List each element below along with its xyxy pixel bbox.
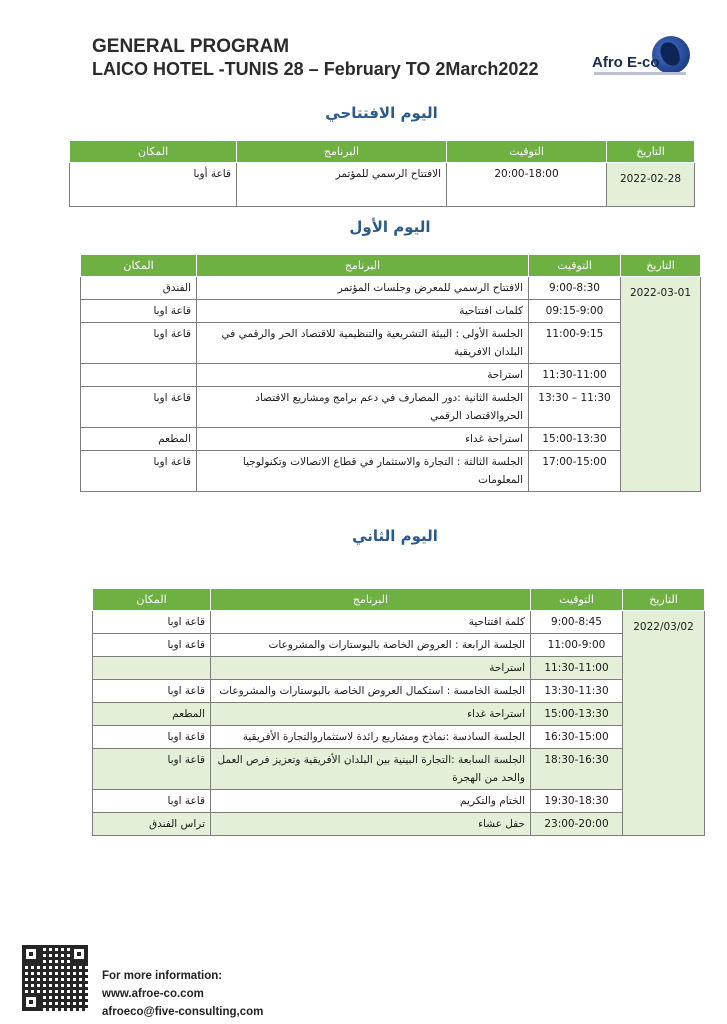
program-title: GENERAL PROGRAM — [92, 36, 290, 57]
session-program: كلمات افتتاحية — [197, 300, 529, 323]
col-place: المكان — [93, 589, 211, 611]
session-place: قاعة اوبا — [93, 749, 211, 790]
session-time: 18:30-16:30 — [531, 749, 623, 790]
session-program: كلمة افتتاحية — [211, 611, 531, 634]
session-program: الجلسة الثالثة : التجارة والاستثمار في قطاع الاتصالات وتكنولوجيا المعلومات — [197, 451, 529, 492]
session-program: الجلسة السابعة :التجارة البينية بين البلدان الأفريقية وتعزيز فرص العمل والحد من الهجرة — [211, 749, 531, 790]
opening-day-table — [69, 140, 695, 207]
session-place: قاعة اوبا — [81, 300, 197, 323]
table-header-row — [93, 589, 705, 611]
day2-title: اليوم الثاني — [352, 527, 438, 545]
table-header-row — [81, 255, 701, 277]
col-date: التاريخ — [621, 255, 701, 277]
session-place: قاعة اوبا — [93, 790, 211, 813]
table-header-row — [70, 141, 695, 163]
session-time: 19:30-18:30 — [531, 790, 623, 813]
session-place: قاعة اوبا — [81, 323, 197, 364]
session-time: 16:30-15:00 — [531, 726, 623, 749]
table-row — [81, 387, 701, 428]
email-link[interactable]: afroeco@five-consulting,com — [102, 1006, 264, 1018]
table-row — [93, 634, 705, 657]
session-place — [93, 657, 211, 680]
session-place: تراس الفندق — [93, 813, 211, 836]
session-program: استراحة غداء — [211, 703, 531, 726]
col-place: المكان — [70, 141, 237, 163]
session-time: 09:15-9:00 — [529, 300, 621, 323]
table-row — [70, 163, 695, 207]
session-time: 11:00-9:15 — [529, 323, 621, 364]
session-program: الجلسة السادسة :نماذج ومشاريع رائدة لاستثماروالتجارة الأفريقية — [211, 726, 531, 749]
session-place: قاعة اوبا — [93, 611, 211, 634]
session-time: 13:30 – 11:30 — [529, 387, 621, 428]
col-time: التوقيت — [531, 589, 623, 611]
session-place: المطعم — [81, 428, 197, 451]
session-program: الافتتاح الرسمي للمعرض وجلسات المؤتمر — [197, 277, 529, 300]
col-time: التوقيت — [529, 255, 621, 277]
afro-eco-logo — [592, 36, 700, 82]
day2-table — [92, 588, 705, 836]
session-time: 15:00-13:30 — [529, 428, 621, 451]
table-row — [81, 451, 701, 492]
session-program: حفل عشاء — [211, 813, 531, 836]
table-row — [93, 657, 705, 680]
col-time: التوقيت — [447, 141, 607, 163]
table-row — [81, 300, 701, 323]
table-row — [93, 813, 705, 836]
session-time: 11:00-9:00 — [531, 634, 623, 657]
session-program: الافتتاح الرسمي للمؤتمر — [237, 163, 447, 207]
table-row — [81, 364, 701, 387]
session-place: قاعة أوبا — [70, 163, 237, 207]
table-row — [93, 611, 705, 634]
session-date: 2022-02-28 — [607, 163, 695, 207]
table-row — [93, 680, 705, 703]
col-date: التاريخ — [607, 141, 695, 163]
document-header — [92, 36, 538, 80]
table-row — [93, 703, 705, 726]
table-row — [93, 790, 705, 813]
col-program: البرنامج — [197, 255, 529, 277]
session-program: استراحة غداء — [197, 428, 529, 451]
session-place: المطعم — [93, 703, 211, 726]
session-place: قاعة اوبا — [93, 726, 211, 749]
session-time: 9:00-8:45 — [531, 611, 623, 634]
col-place: المكان — [81, 255, 197, 277]
session-program: الختام والتكريم — [211, 790, 531, 813]
more-info-label: For more information: — [102, 970, 223, 982]
table-row — [81, 323, 701, 364]
session-place: الفندق — [81, 277, 197, 300]
session-time: 17:00-15:00 — [529, 451, 621, 492]
day1-table — [80, 254, 701, 492]
session-program: استراحة — [211, 657, 531, 680]
session-time: 23:00-20:00 — [531, 813, 623, 836]
session-time: 20:00-18:00 — [447, 163, 607, 207]
session-place — [81, 364, 197, 387]
session-place: قاعة اوبا — [81, 451, 197, 492]
table-row — [81, 428, 701, 451]
session-place: قاعة اوبا — [93, 634, 211, 657]
session-program: الجلسة الخامسة : استكمال العروض الخاصة بالبوستارات والمشروعات — [211, 680, 531, 703]
qr-code-icon[interactable] — [22, 945, 88, 1011]
col-program: البرنامج — [211, 589, 531, 611]
session-program: الجلسة الثانية :دور المصارف في دعم برامج ومشاريع الاقتصاد الحروالاقتصاد الرقمي — [197, 387, 529, 428]
session-time: 11:30-11:00 — [531, 657, 623, 680]
col-program: البرنامج — [237, 141, 447, 163]
logo-brand-text: Afro E-co — [592, 54, 660, 71]
session-date: 2022/03/02 — [623, 611, 705, 836]
day1-title: اليوم الأول — [349, 218, 431, 236]
session-time: 11:30-11:00 — [529, 364, 621, 387]
website-link[interactable]: www.afroe-co.com — [102, 988, 204, 1000]
session-time: 15:00-13:30 — [531, 703, 623, 726]
session-date: 2022-03-01 — [621, 277, 701, 492]
session-program: الجلسة الرابعة : العروض الخاصة بالبوستارات والمشروعات — [211, 634, 531, 657]
table-row — [81, 277, 701, 300]
session-program: الجلسة الأولى : البيئة التشريعية والتنظيمية للاقتصاد الحر والرقمي في البلدان الافريقية — [197, 323, 529, 364]
session-place: قاعة اوبا — [93, 680, 211, 703]
table-row — [93, 726, 705, 749]
session-program: استراحة — [197, 364, 529, 387]
venue-dates: LAICO HOTEL -TUNIS 28 – February TO 2March2022 — [92, 59, 539, 79]
session-time: 9:00-8:30 — [529, 277, 621, 300]
opening-day-title: اليوم الافتتاحي — [325, 104, 438, 122]
session-place: قاعة اوبا — [81, 387, 197, 428]
table-row — [93, 749, 705, 790]
col-date: التاريخ — [623, 589, 705, 611]
session-time: 13:30-11:30 — [531, 680, 623, 703]
